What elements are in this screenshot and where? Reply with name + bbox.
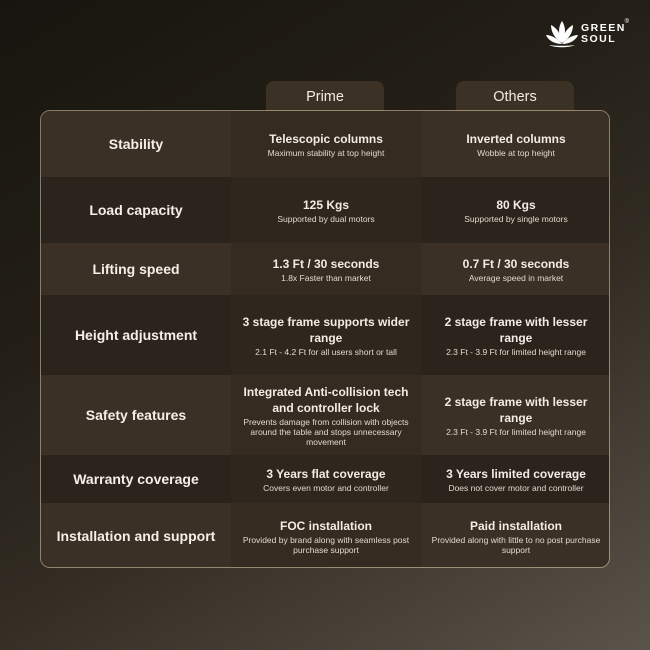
comparison-table [40,110,610,568]
column-header-prime: Prime [266,81,384,113]
table-row [41,503,610,568]
others-value: 0.7 Ft / 30 seconds [462,256,570,271]
others-cell [421,503,610,568]
prime-note: Supported by dual motors [277,213,375,224]
table-row [41,111,610,177]
prime-cell [231,177,421,243]
prime-value: 1.3 Ft / 30 seconds [272,256,380,271]
prime-value: 3 Years flat coverage [266,466,386,481]
prime-value: 125 Kgs [302,197,350,212]
others-cell [421,243,610,295]
others-note: Supported by single motors [464,213,568,224]
row-label: Lifting speed [41,243,231,295]
brand-logo [545,18,635,50]
table-row [41,295,610,375]
table-row [41,375,610,455]
others-value: 3 Years limited coverage [446,466,586,481]
others-note: Provided along with little to no post purchase support [431,534,601,555]
row-label: Load capacity [41,177,231,243]
prime-value: 3 stage frame supports wider range [242,314,410,345]
table-row [41,177,610,243]
column-header-others: Others [456,81,574,113]
prime-note: 2.1 Ft - 4.2 Ft for all users short or tall [255,346,397,357]
others-note: 2.3 Ft - 3.9 Ft for limited height range [446,346,586,357]
prime-cell [231,295,421,375]
row-label: Warranty coverage [41,455,231,503]
prime-note: Covers even motor and controller [263,482,389,493]
prime-note: Provided by brand along with seamless post purchase support [242,534,410,555]
others-value: Inverted columns [466,131,566,146]
row-label: Safety features [41,375,231,455]
others-cell [421,375,610,455]
others-value: 2 stage frame with lesser range [444,394,588,425]
others-cell [421,455,610,503]
prime-note: Maximum stability at top height [267,147,385,158]
others-value: Paid installation [469,518,562,533]
brand-name [581,23,626,45]
lotus-icon [545,19,579,49]
prime-cell [231,455,421,503]
brand-line-1: GREEN [581,22,626,34]
others-cell [421,177,610,243]
registered-mark: ® [624,19,629,25]
prime-value: FOC installation [279,518,372,533]
prime-note: 1.8x Faster than market [281,272,371,283]
others-cell [421,111,610,177]
row-label: Installation and support [41,503,231,568]
prime-note: Prevents damage from collision with objects around the table and stops unnecessary movement [243,416,409,447]
table-row [41,243,610,295]
others-note: Average speed in market [468,272,564,283]
others-value: 80 Kgs [496,197,536,212]
prime-cell [231,375,421,455]
row-label: Stability [41,111,231,177]
others-note: Wobble at top height [477,147,555,158]
brand-line-2: SOUL [581,33,617,45]
prime-value: Integrated Anti-collision tech and controller lock [243,384,409,415]
others-note: 2.3 Ft - 3.9 Ft for limited height range [446,426,586,437]
prime-cell [231,243,421,295]
others-value: 2 stage frame with lesser range [444,314,588,345]
prime-cell [231,503,421,568]
table-row [41,455,610,503]
others-note: Does not cover motor and controller [448,482,584,493]
others-cell [421,295,610,375]
row-label: Height adjustment [41,295,231,375]
prime-cell [231,111,421,177]
prime-value: Telescopic columns [269,131,383,146]
